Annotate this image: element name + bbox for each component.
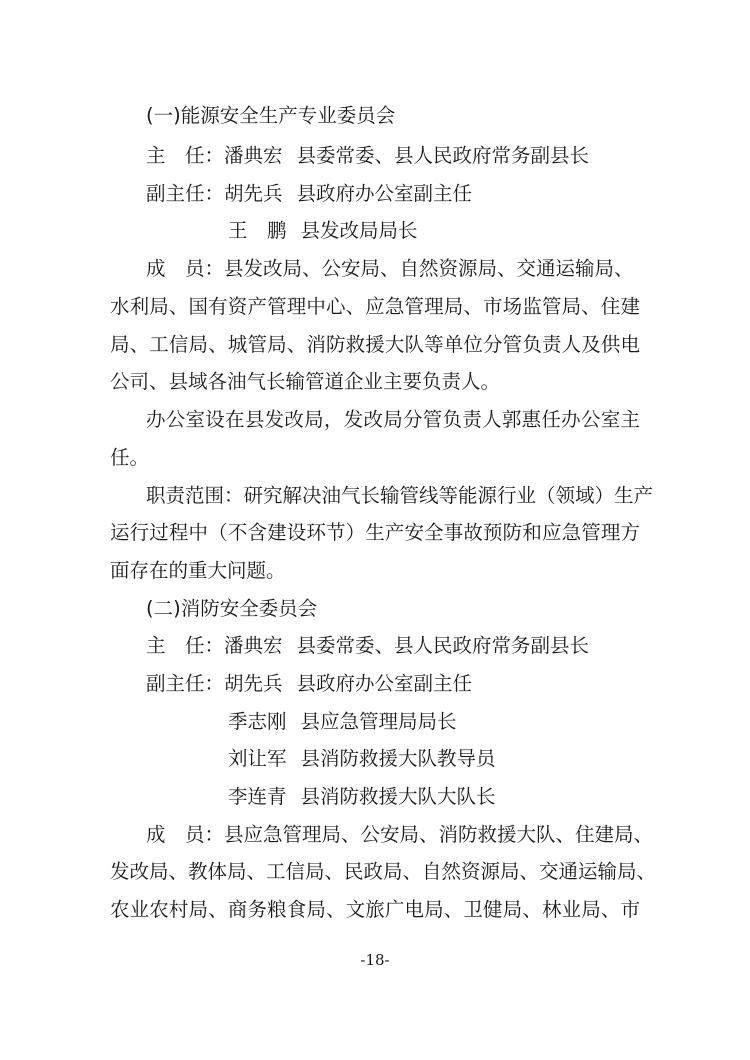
members-line: 局、工信局、城管局、消防救援大队等单位分管负责人及供电: [110, 333, 640, 356]
deputy-line: [228, 219, 418, 243]
office-line: 任。: [110, 446, 150, 469]
section-heading: (一)能源安全生产专业委员会: [146, 104, 396, 127]
deputy-line: [228, 747, 496, 771]
members-text: 县发改局、公安局、自然资源局、交通运输局、: [224, 257, 634, 280]
page-number: -18-: [360, 951, 390, 969]
director-line: [146, 144, 589, 168]
deputy-title: 县发改局局长: [300, 219, 418, 242]
deputy-name: 季志刚: [228, 710, 287, 733]
deputy-title: 县政府办公室副主任: [296, 672, 473, 695]
office-line: 办公室设在县发改局，发改局分管负责人郭惠任办公室主: [146, 408, 640, 431]
section-heading: (二)消防安全委员会: [146, 597, 318, 620]
members-line: 公司、县域各油气长输管道企业主要负责人。: [110, 370, 501, 393]
members-text: 县应急管理局、公安局、消防救援大队、住建局、: [224, 823, 654, 846]
deputy-title: 县应急管理局局长: [300, 710, 457, 733]
director-label: 主 任：: [146, 634, 225, 657]
deputy-line: [228, 710, 457, 734]
deputy-title: 县消防救援大队大队长: [300, 785, 496, 808]
deputy-name: 王 鹏: [228, 219, 287, 242]
members-line: 发改局、教体局、工信局、民政局、自然资源局、交通运输局、: [110, 860, 657, 883]
members-line: [146, 257, 634, 281]
deputy-label: 副主任：: [146, 182, 225, 205]
deputy-name: 刘让军: [228, 747, 287, 770]
members-line: 水利局、国有资产管理中心、应急管理局、市场监管局、住建: [110, 295, 640, 318]
director-title: 县委常委、县人民政府常务副县长: [296, 144, 590, 167]
director-line: [146, 634, 589, 658]
scope-line: 运行过程中（不含建设环节）生产安全事故预防和应急管理方: [110, 521, 640, 544]
members-line: 农业农村局、商务粮食局、文旅广电局、卫健局、林业局、市: [110, 898, 640, 921]
deputy-name: 胡先兵: [224, 182, 283, 205]
deputy-title: 县消防救援大队教导员: [300, 747, 496, 770]
director-title: 县委常委、县人民政府常务副县长: [296, 634, 590, 657]
deputy-label: 副主任：: [146, 672, 225, 695]
director-name: 潘典宏: [224, 634, 283, 657]
deputy-name: 胡先兵: [224, 672, 283, 695]
scope-line: 面存在的重大问题。: [110, 559, 286, 582]
deputy-line: [228, 785, 496, 809]
members-line: [146, 823, 653, 847]
deputy-title: 县政府办公室副主任: [296, 182, 473, 205]
scope-line: 职责范围：研究解决油气长输管线等能源行业（领域）生产: [146, 484, 654, 507]
director-label: 主 任：: [146, 144, 225, 167]
members-label: 成 员：: [146, 823, 225, 846]
deputy-line: [146, 672, 472, 696]
deputy-line: [146, 182, 472, 206]
members-label: 成 员：: [146, 257, 225, 280]
deputy-name: 李连青: [228, 785, 287, 808]
director-name: 潘典宏: [224, 144, 283, 167]
